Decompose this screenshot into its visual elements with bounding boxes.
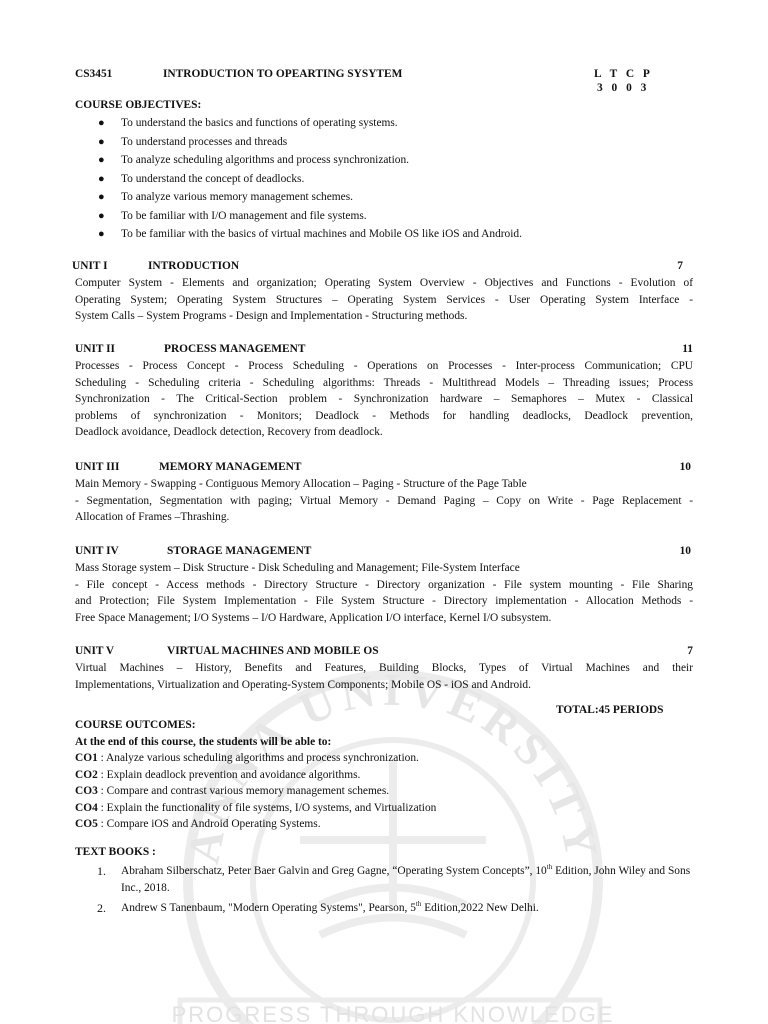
bullet-icon: ● — [98, 172, 105, 185]
list-item: ● To analyze scheduling algorithms and process synchronization. — [75, 152, 675, 171]
unit-section — [75, 459, 693, 526]
unit-title: INTRODUCTION — [148, 260, 240, 272]
course-title: INTRODUCTION TO OPEARTING SYSYTEM — [163, 68, 403, 80]
outcome-item: CO2 : Explain deadlock prevention and avoidance algorithms. — [75, 768, 361, 781]
total-periods: TOTAL:45 PERIODS — [556, 704, 664, 716]
bullet-icon: ● — [98, 117, 105, 129]
course-outcomes — [75, 717, 693, 833]
unit-heading — [75, 543, 693, 560]
course-header — [75, 66, 655, 98]
unit-heading — [75, 459, 693, 476]
unit-hours: 7 — [677, 260, 683, 272]
item-number: 2. — [97, 901, 106, 916]
course-code: CS3451 — [75, 68, 113, 80]
outcome-item: CO5 : Compare iOS and Android Operating Systems. — [75, 818, 321, 830]
ltcp-values: 3 0 0 3 — [597, 82, 650, 94]
unit-title: MEMORY MANAGEMENT — [159, 461, 302, 473]
outcome-item: CO3 : Compare and contrast various memory management schemes. — [75, 785, 390, 797]
objectives-heading: COURSE OBJECTIVES: — [75, 99, 202, 111]
unit-number: UNIT II — [75, 343, 115, 355]
unit-heading — [72, 258, 693, 275]
bullet-icon: ● — [98, 209, 105, 222]
unit-hours: 11 — [682, 343, 693, 355]
unit-title: VIRTUAL MACHINES AND MOBILE OS — [167, 645, 379, 657]
unit-number: UNIT III — [75, 461, 120, 473]
unit-section — [72, 258, 693, 325]
bullet-icon: ● — [98, 228, 105, 240]
unit-body: Mass Storage system – Disk Structure - Disk Scheduling and Management; File-System Interface - File concept - Access methods - Directory Structure - Directory organization - File system mounting - File Sharing and Protection; File System Implementation - File System Structure - Directory implementation - Allocation Methods - Free Space Management; I/O Systems – I/O Hardware, Application I/O interface, Kernel I/O subsystem. — [75, 562, 693, 624]
list-item: ● To be familiar with the basics of virtual machines and Mobile OS like iOS and Android. — [75, 226, 675, 245]
unit-section — [75, 543, 693, 626]
unit-body: Computer System - Elements and organization; Operating System Overview - Objectives and Functions - Evolution of Operating System; Operating System Structures – Operating System Services - User Operating System Interface - System Calls – System Programs - Design and Implementation - Structuring methods. — [75, 277, 693, 323]
list-item: ● To analyze various memory management schemes. — [75, 189, 675, 208]
bullet-icon: ● — [98, 191, 105, 203]
list-item: ● To understand the basics and functions of operating systems. — [75, 115, 675, 134]
unit-number: UNIT I — [72, 260, 108, 272]
unit-section — [75, 341, 693, 441]
unit-title: PROCESS MANAGEMENT — [164, 343, 306, 355]
outcome-item: CO1 : Analyze various scheduling algorithms and process synchronization. — [75, 752, 419, 764]
unit-hours: 10 — [679, 461, 691, 473]
outcomes-intro: At the end of this course, the students will be able to: — [75, 735, 332, 748]
outcomes-heading: COURSE OUTCOMES: — [75, 719, 196, 731]
item-number: 1. — [97, 864, 106, 878]
unit-body: Main Memory - Swapping - Contiguous Memory Allocation – Paging - Structure of the Page Table - Segmentation, Segmentation with paging; Virtual Memory - Demand Paging – Copy on Write - Page Replacement - Allocation of Frames –Thrashing. — [75, 478, 693, 524]
ltcp-label: L T C P — [594, 68, 653, 80]
unit-number: UNIT V — [75, 645, 115, 657]
list-item: ● To be familiar with I/O management and file systems. — [75, 208, 675, 227]
unit-heading — [75, 341, 693, 358]
unit-body: Processes - Process Concept - Process Scheduling - Operations on Processes - Inter-process Communication; CPU Scheduling - Scheduling criteria - Scheduling algorithms: Threads - Multithread Models – Threading issues; Process Synchronization - The Critical-Section problem - Synchronization hardware – Semaphores – Mutex - Classical problems of synchronization - Monitors; Deadlock - Methods for handling deadlocks, Deadlock prevention, Deadlock avoidance, Deadlock detection, Recovery from deadlock. — [75, 360, 693, 439]
unit-number: UNIT IV — [75, 545, 119, 557]
seal-arc-text: ANNA UNIVERSITY — [177, 663, 609, 868]
unit-hours: 10 — [679, 545, 691, 557]
unit-section — [75, 643, 693, 693]
unit-body: Virtual Machines – History, Benefits and Features, Building Blocks, Types of Virtual Machines and their Implementations, Virtualization and Operating-System Components; Mobile OS - iOS and Android. — [75, 662, 693, 691]
unit-hours: 7 — [687, 645, 693, 657]
list-item: 1. Abraham Silberschatz, Peter Baer Galvin and Greg Gagne, “Operating System Concepts”, 10th Edition, John Wiley and Sons Inc., 2018. — [97, 863, 691, 894]
list-item: ● To understand processes and threads — [75, 134, 675, 153]
list-item: 2. Andrew S Tanenbaum, "Modern Operating Systems", Pearson, 5th Edition,2022 New Delhi. — [97, 900, 539, 916]
bullet-icon: ● — [98, 135, 105, 148]
textbooks-heading: TEXT BOOKS : — [75, 846, 156, 858]
unit-heading — [75, 643, 693, 660]
outcome-item: CO4 : Explain the functionality of file systems, I/O systems, and Virtualization — [75, 801, 437, 814]
seal-motto: PROGRESS THROUGH KNOWLEDGE — [171, 1002, 615, 1024]
objectives-list — [75, 115, 675, 245]
unit-title: STORAGE MANAGEMENT — [167, 545, 312, 557]
bullet-icon: ● — [98, 154, 105, 166]
textbooks-list — [75, 863, 695, 917]
list-item: ● To understand the concept of deadlocks. — [75, 171, 675, 190]
